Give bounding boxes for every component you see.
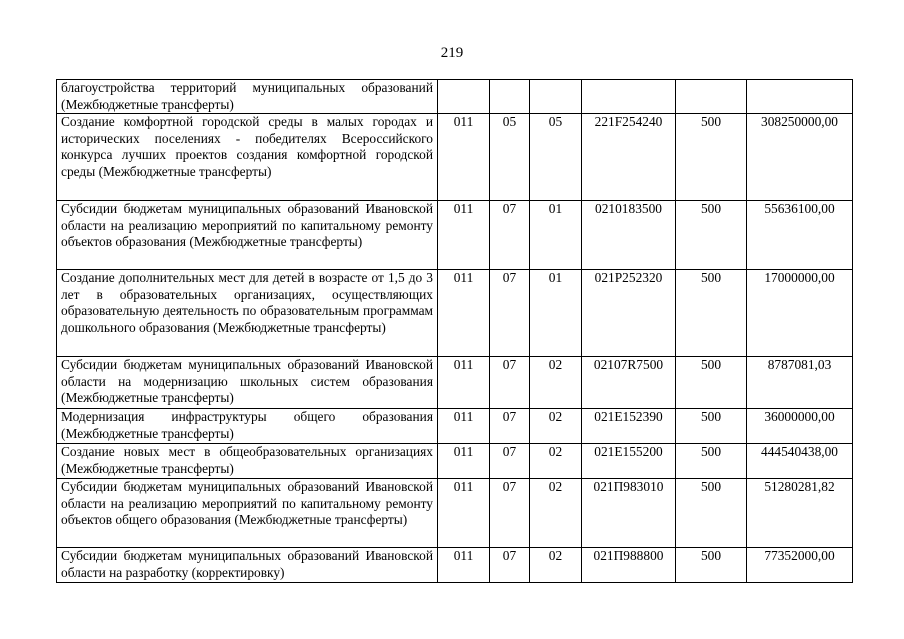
subsection-code: 02 [530,479,582,548]
expense-type-code: 500 [676,444,747,479]
table-row [57,548,853,583]
amount: 17000000,00 [747,270,853,357]
expense-name: Создание комфортной городской среды в малых городах и исторических поселениях - победителях Всероссийского конкурса лучших проектов создания комфортной городской среды (Межбюджетные трансферты) [57,114,438,201]
amount: 36000000,00 [747,409,853,444]
expense-name: Создание новых мест в общеобразовательных организациях (Межбюджетные трансферты) [57,444,438,479]
expense-name: Субсидии бюджетам муниципальных образований Ивановской области на реализацию мероприятий по капитальному ремонту объектов образования (Межбюджетные трансферты) [57,201,438,270]
expense-type-code: 500 [676,201,747,270]
expense-name: Субсидии бюджетам муниципальных образований Ивановской области на модернизацию школьных систем образования (Межбюджетные трансферты) [57,357,438,409]
section-code: 07 [490,201,530,270]
subsection-code: 01 [530,201,582,270]
amount: 308250000,00 [747,114,853,201]
target-code: 021П988800 [582,548,676,583]
table-row [57,80,853,114]
amount: 8787081,03 [747,357,853,409]
expense-type-code: 500 [676,479,747,548]
subsection-code: 02 [530,357,582,409]
target-code: 021П983010 [582,479,676,548]
table-row [57,444,853,479]
expense-name: благоустройства территорий муниципальных образований (Межбюджетные трансферты) [57,80,438,114]
expense-type-code: 500 [676,114,747,201]
expense-type-code: 500 [676,357,747,409]
table-row [57,201,853,270]
expense-type-code: 500 [676,409,747,444]
section-code: 07 [490,270,530,357]
section-code: 07 [490,548,530,583]
table-row [57,270,853,357]
expense-type-code: 500 [676,548,747,583]
amount: 444540438,00 [747,444,853,479]
amount: 55636100,00 [747,201,853,270]
section-code: 07 [490,444,530,479]
section-code: 07 [490,479,530,548]
table-row [57,114,853,201]
amount: 77352000,00 [747,548,853,583]
amount [747,80,853,114]
admin-code: 011 [438,114,490,201]
expense-name: Субсидии бюджетам муниципальных образований Ивановской области на реализацию мероприятий по капитальному ремонту объектов общего образования (Межбюджетные трансферты) [57,479,438,548]
section-code [490,80,530,114]
expense-name: Создание дополнительных мест для детей в возрасте от 1,5 до 3 лет в образовательных организациях, осуществляющих образовательную деятельность по образовательным программам дошкольного образования (Межбюджетные трансферты) [57,270,438,357]
target-code [582,80,676,114]
page-number: 219 [440,45,464,61]
table-row [57,409,853,444]
admin-code: 011 [438,357,490,409]
target-code: 021P252320 [582,270,676,357]
target-code: 02107R7500 [582,357,676,409]
budget-table [56,79,853,583]
admin-code [438,80,490,114]
subsection-code: 02 [530,409,582,444]
subsection-code: 05 [530,114,582,201]
target-code: 021E152390 [582,409,676,444]
section-code: 05 [490,114,530,201]
subsection-code: 02 [530,548,582,583]
table-row [57,479,853,548]
subsection-code: 01 [530,270,582,357]
admin-code: 011 [438,479,490,548]
amount: 51280281,82 [747,479,853,548]
admin-code: 011 [438,444,490,479]
expense-name: Субсидии бюджетам муниципальных образований Ивановской области на разработку (корректировку) [57,548,438,583]
target-code: 221F254240 [582,114,676,201]
expense-type-code [676,80,747,114]
admin-code: 011 [438,270,490,357]
expense-type-code: 500 [676,270,747,357]
admin-code: 011 [438,548,490,583]
section-code: 07 [490,357,530,409]
subsection-code: 02 [530,444,582,479]
target-code: 0210183500 [582,201,676,270]
table-row [57,357,853,409]
admin-code: 011 [438,409,490,444]
subsection-code [530,80,582,114]
admin-code: 011 [438,201,490,270]
section-code: 07 [490,409,530,444]
target-code: 021E155200 [582,444,676,479]
expense-name: Модернизация инфраструктуры общего образования (Межбюджетные трансферты) [57,409,438,444]
